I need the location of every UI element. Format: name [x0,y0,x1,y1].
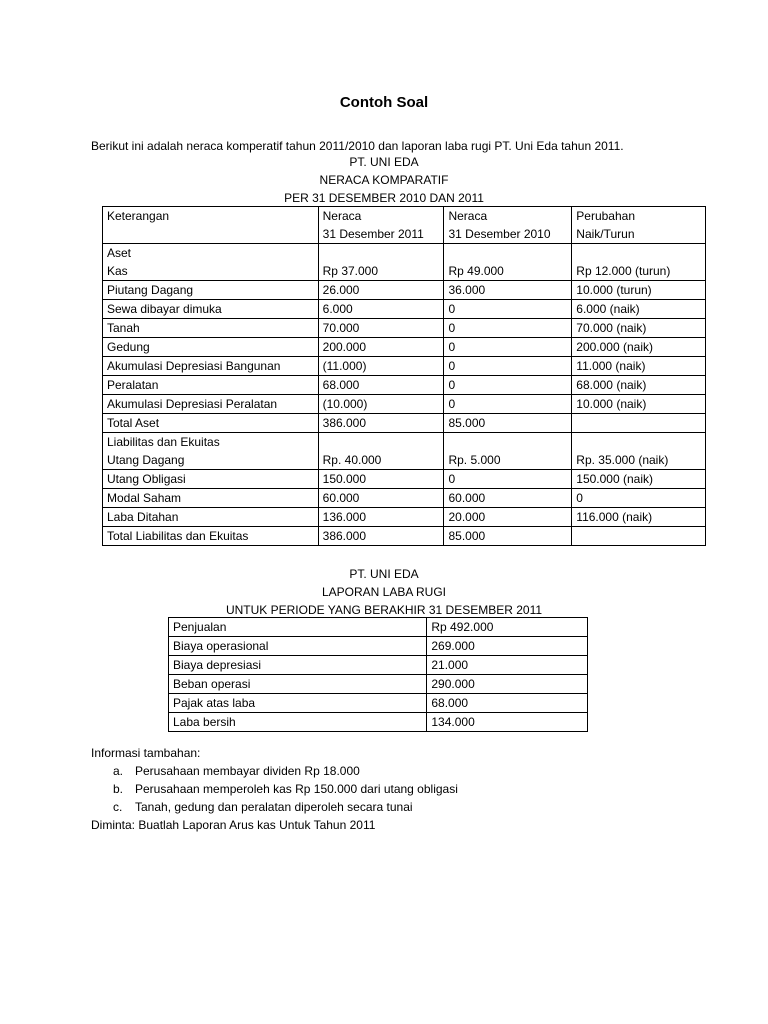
table-row [103,527,706,546]
table-row [169,713,588,732]
cell-value [572,527,706,546]
row-label: Peralatan [103,376,319,395]
cell-value: 85.000 [444,414,572,433]
row-label: Gedung [103,338,319,357]
table-cell [103,433,319,470]
laba-rugi-company: PT. UNI EDA [349,567,419,581]
row-label: Piutang Dagang [103,281,319,300]
cell-value: Rp 12.000 (turun) [576,264,671,278]
cell-value: 10.000 (turun) [572,281,706,300]
table-row [103,376,706,395]
header-cell [572,207,706,244]
info-item-marker: b. [113,782,124,796]
row-label: Biaya depresiasi [169,656,427,675]
table-row [103,489,706,508]
cell-value: 136.000 [318,508,444,527]
cell-value: 0 [444,300,572,319]
table-cell [572,433,706,470]
row-label: Penjualan [169,618,427,637]
row-label: Akumulasi Depresiasi Bangunan [103,357,319,376]
cell-value: 68.000 (naik) [572,376,706,395]
row-label: Utang Dagang [107,453,185,467]
cell-value: 116.000 (naik) [572,508,706,527]
info-item [113,762,360,780]
table-cell [444,244,572,281]
table-cell [318,433,444,470]
cell-value: 0 [444,470,572,489]
row-label: Tanah [103,319,319,338]
cell-value: 0 [444,357,572,376]
row-label: Beban operasi [169,675,427,694]
table-row [103,300,706,319]
table-cell [444,433,572,470]
table-row [103,508,706,527]
cell-value: 68.000 [318,376,444,395]
section-label-aset: Aset [107,246,132,260]
cell-value: 386.000 [318,414,444,433]
neraca-title: NERACA KOMPARATIF [319,173,449,187]
cell-value: 20.000 [444,508,572,527]
table-row [103,281,706,300]
header-line: Neraca [448,209,488,223]
header-cell [318,207,444,244]
cell-value: Rp 37.000 [322,264,379,278]
table-row [169,618,588,637]
header-cell [103,207,319,244]
cell-value: (11.000) [318,357,444,376]
info-item-text: Perusahaan membayar dividen Rp 18.000 [135,764,360,778]
table-row [169,637,588,656]
info-item-marker: c. [113,800,123,814]
row-label: Utang Obligasi [103,470,319,489]
info-item-text: Perusahaan memperoleh kas Rp 150.000 dari utang obligasi [135,782,458,796]
table-row [103,395,706,414]
cell-value: Rp. 5.000 [448,453,501,467]
header-line: 31 Desember 2011 [322,227,424,241]
laba-rugi-period: UNTUK PERIODE YANG BERAKHIR 31 DESEMBER 2011 [225,603,543,617]
table-row [169,675,588,694]
cell-value: 150.000 [318,470,444,489]
cell-value: 36.000 [444,281,572,300]
cell-value: 290.000 [427,675,588,694]
cell-value: 6.000 [318,300,444,319]
row-label: Laba bersih [169,713,427,732]
cell-value: 200.000 [318,338,444,357]
cell-value: 134.000 [427,713,588,732]
header-line: Keterangan [107,209,170,223]
cell-value: 11.000 (naik) [572,357,706,376]
page-title: Contoh Soal [339,94,429,111]
cell-value: 60.000 [444,489,572,508]
row-label: Kas [107,264,128,278]
cell-value: 68.000 [427,694,588,713]
cell-value: (10.000) [318,395,444,414]
row-label: Total Aset [103,414,319,433]
table-row [103,319,706,338]
cell-value: 0 [572,489,706,508]
info-heading: Informasi tambahan: [91,746,201,760]
table-row [103,244,706,281]
cell-value: Rp. 35.000 (naik) [576,453,669,467]
intro-text: Berikut ini adalah neraca komperatif tahun 2011/2010 dan laporan laba rugi PT. Uni Eda tahun 2011. [91,139,624,153]
header-line: Neraca [322,209,362,223]
neraca-period: PER 31 DESEMBER 2010 DAN 2011 [284,191,484,205]
row-label: Akumulasi Depresiasi Peralatan [103,395,319,414]
table-cell [103,244,319,281]
cell-value: Rp. 40.000 [322,453,382,467]
laba-rugi-table [168,617,588,732]
table-row [169,656,588,675]
cell-value: 60.000 [318,489,444,508]
header-line: 31 Desember 2010 [448,227,551,241]
table-row [103,414,706,433]
table-row [103,433,706,470]
cell-value: Rp 49.000 [448,264,504,278]
laba-rugi-title: LAPORAN LABA RUGI [321,585,447,599]
cell-value: 386.000 [318,527,444,546]
cell-value: Rp 492.000 [427,618,588,637]
table-row [169,694,588,713]
diminta-text: Diminta: Buatlah Laporan Arus kas Untuk Tahun 2011 [91,818,376,832]
info-item-text: Tanah, gedung dan peralatan diperoleh secara tunai [135,800,413,814]
table-cell [318,244,444,281]
cell-value: 70.000 [318,319,444,338]
info-item [113,780,458,798]
header-cell [444,207,572,244]
table-row [103,470,706,489]
cell-value: 85.000 [444,527,572,546]
cell-value: 200.000 (naik) [572,338,706,357]
row-label: Modal Saham [103,489,319,508]
cell-value: 0 [444,395,572,414]
cell-value: 26.000 [318,281,444,300]
cell-value: 6.000 (naik) [572,300,706,319]
table-cell [572,244,706,281]
info-item [113,798,413,816]
row-label: Sewa dibayar dimuka [103,300,319,319]
cell-value: 150.000 (naik) [572,470,706,489]
neraca-table [102,206,706,546]
cell-value: 10.000 (naik) [572,395,706,414]
table-header-row [103,207,706,244]
cell-value: 21.000 [427,656,588,675]
neraca-company: PT. UNI EDA [349,155,419,169]
header-line: Naik/Turun [576,227,635,241]
cell-value: 269.000 [427,637,588,656]
row-label: Laba Ditahan [103,508,319,527]
cell-value: 70.000 (naik) [572,319,706,338]
cell-value: 0 [444,338,572,357]
cell-value: 0 [444,319,572,338]
section-label-liabilitas: Liabilitas dan Ekuitas [107,435,220,449]
cell-value [572,414,706,433]
table-row [103,338,706,357]
info-item-marker: a. [113,764,124,778]
cell-value: 0 [444,376,572,395]
row-label: Pajak atas laba [169,694,427,713]
table-row [103,357,706,376]
header-line: Perubahan [576,209,635,223]
row-label: Biaya operasional [169,637,427,656]
row-label: Total Liabilitas dan Ekuitas [103,527,319,546]
